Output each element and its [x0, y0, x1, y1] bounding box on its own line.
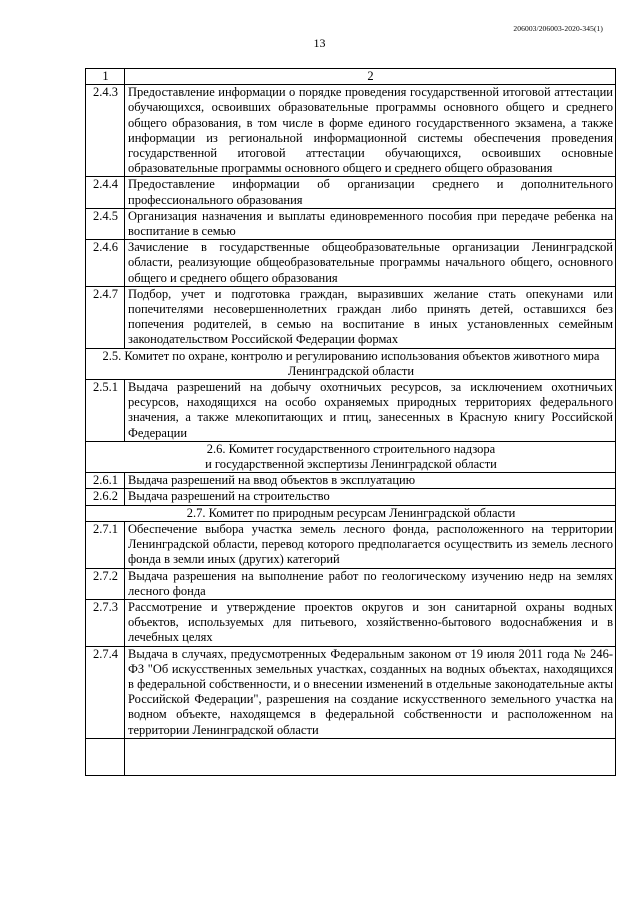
row-text: Предоставление информации об организации среднего и дополнительного профессионального образования	[125, 177, 616, 208]
section-header-row	[86, 441, 616, 472]
row-text: Предоставление информации о порядке проведения государственной итоговой аттестации обучающихся, освоивших образовательные программы основного общего и среднего общего образования, в том числе в форме единого государственного экзамена, а также информации из региональной информационной системы обеспечения проведения государственной итоговой аттестации обучающихся, освоивших основные образовательные программы основного общего и среднего общего образования	[125, 85, 616, 177]
row-number: 2.7.2	[86, 568, 125, 599]
row-text: Выдача в случаях, предусмотренных Федеральным законом от 19 июля 2011 года № 246-ФЗ "Об искусственных земельных участках, созданных на водных объектах, находящихся в федеральной собственности, и о внесении изменений в отдельные законодательные акты Российской Федерации", разрешения на создание искусственного земельного участка на водном объекте, находящемся в федеральной собственности и расположенном на территории Ленинградской области	[125, 646, 616, 738]
table-row	[86, 177, 616, 208]
column-header-number: 1	[86, 69, 125, 85]
table-row	[86, 473, 616, 489]
table-empty-space	[86, 738, 616, 775]
empty-cell	[125, 738, 616, 775]
table-header-row	[86, 69, 616, 85]
section-title-2-5: 2.5. Комитет по охране, контролю и регулированию использования объектов животного мира Ленинградской области	[86, 348, 616, 379]
row-text: Выдача разрешений на добычу охотничьих ресурсов, за исключением охотничьих ресурсов, находящихся на особо охраняемых природных территориях федерального значения, а также млекопитающих и птиц, занесенных в Красную книгу Российской Федерации	[125, 380, 616, 442]
section-title-2-7: 2.7. Комитет по природным ресурсам Ленинградской области	[86, 505, 616, 521]
row-number: 2.6.2	[86, 489, 125, 505]
empty-cell	[86, 738, 125, 775]
row-text: Выдача разрешений на ввод объектов в эксплуатацию	[125, 473, 616, 489]
table-row	[86, 599, 616, 646]
row-text: Подбор, учет и подготовка граждан, выразивших желание стать опекунами или попечителями несовершеннолетних граждан либо принять детей, оставшихся без попечения родителей, в семью на воспитание в иных установленных семейным законодательством Российской Федерации формах	[125, 286, 616, 348]
table-row	[86, 208, 616, 239]
section-title-line: 2.6. Комитет государственного строительного надзора	[206, 441, 496, 456]
section-header-row	[86, 348, 616, 379]
table-row	[86, 286, 616, 348]
row-number: 2.6.1	[86, 473, 125, 489]
row-number: 2.4.4	[86, 177, 125, 208]
row-text: Рассмотрение и утверждение проектов округов и зон санитарной охраны водных объектов, используемых для питьевого, хозяйственно-бытового водоснабжения и в лечебных целях	[125, 599, 616, 646]
section-title-2-6	[86, 441, 616, 472]
table-row	[86, 568, 616, 599]
row-text: Организация назначения и выплаты единовременного пособия при передаче ребенка на воспитание в семью	[125, 208, 616, 239]
row-text: Выдача разрешений на строительство	[125, 489, 616, 505]
row-number: 2.4.3	[86, 85, 125, 177]
row-number: 2.4.7	[86, 286, 125, 348]
row-number: 2.7.4	[86, 646, 125, 738]
row-text: Зачисление в государственные общеобразовательные организации Ленинградской области, реализующие общеобразовательные программы начального общего, основного общего и среднего общего образования	[125, 240, 616, 287]
row-text: Выдача разрешения на выполнение работ по геологическому изучению недр на землях лесного фонда	[125, 568, 616, 599]
row-number: 2.7.1	[86, 521, 125, 568]
table-row	[86, 489, 616, 505]
column-header-text: 2	[125, 69, 616, 85]
services-table	[85, 68, 616, 776]
row-number: 2.7.3	[86, 599, 125, 646]
row-number: 2.4.5	[86, 208, 125, 239]
section-title-line: и государственной экспертизы Ленинградской области	[205, 457, 497, 472]
table-row	[86, 85, 616, 177]
table-row	[86, 646, 616, 738]
table-row	[86, 380, 616, 442]
table-row	[86, 521, 616, 568]
row-number: 2.4.6	[86, 240, 125, 287]
document-code: 206003/206003-2020-345(1)	[513, 24, 603, 33]
row-text: Обеспечение выбора участка земель лесного фонда, расположенного на территории Ленинградской области, перевод которого предполагается осуществить из земель лесного фонда в земли иных (других) категорий	[125, 521, 616, 568]
section-header-row	[86, 505, 616, 521]
page-number: 13	[313, 36, 326, 50]
table-row	[86, 240, 616, 287]
row-number: 2.5.1	[86, 380, 125, 442]
